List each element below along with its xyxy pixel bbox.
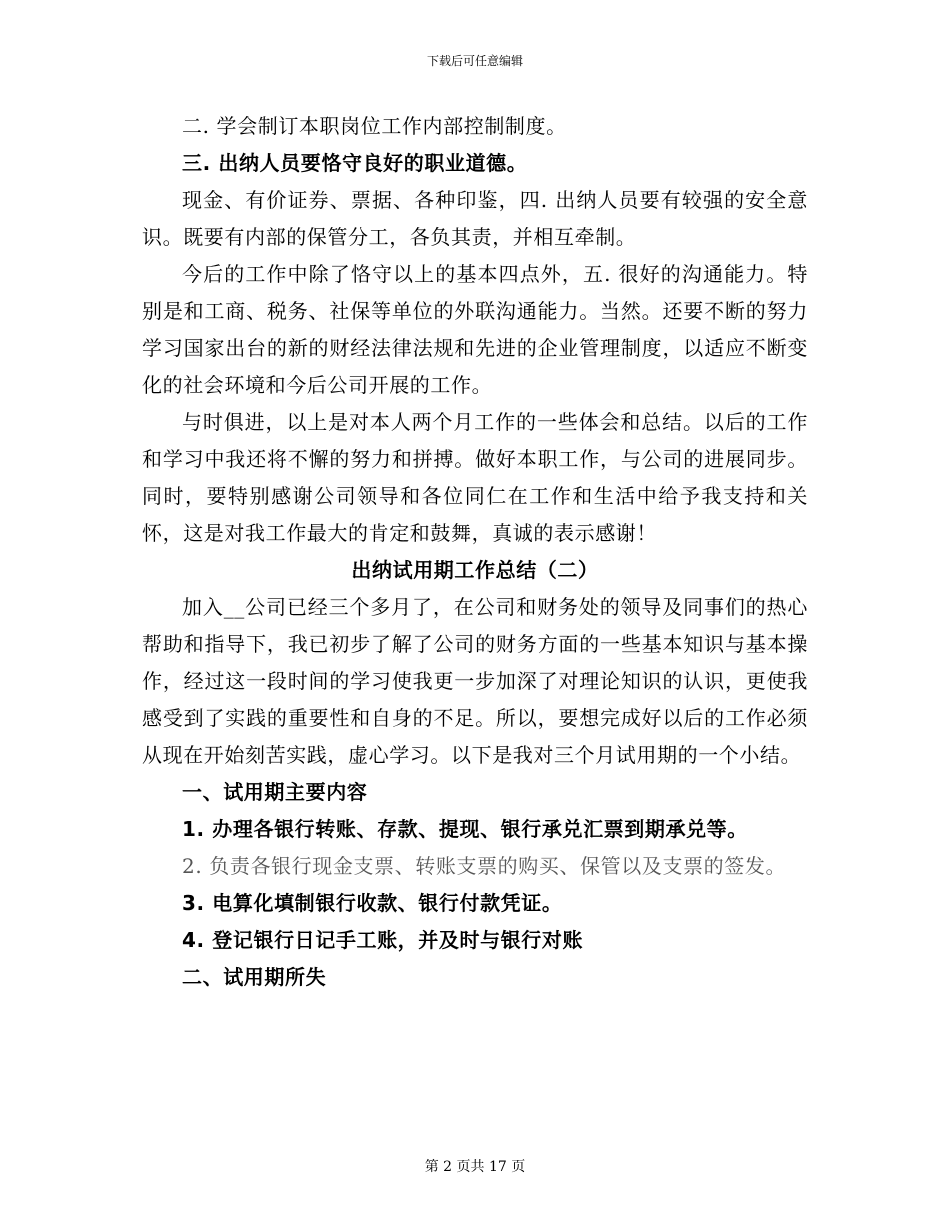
paragraph-communication: 今后的工作中除了恪守以上的基本四点外，五. 很好的沟通能力。特别是和工商、税务、社保等单位的外联沟通能力。当然。还要不断的努力学习国家出台的新的财经法律法规和先进的企业管理制度，以适应不断变化的社会环境和今后公司开展的工作。 [142, 262, 808, 397]
heading-main-content: 一、试用期主要内容 [182, 780, 368, 804]
heading-losses: 二、试用期所失 [182, 965, 327, 989]
page-header: 下载后可任意编辑 [426, 54, 523, 68]
list-item-1: 1. 办理各银行转账、存款、提现、银行承兑汇票到期承兑等。 [182, 817, 748, 841]
paragraph-introduction: 加入__公司已经三个多月了，在公司和财务处的领导及同事们的热心帮助和指导下，我已初步了解了公司的财务方面的一些基本知识与基本操作，经过这一段时间的学习使我更一步加深了对理论知识的认识，更使我感受到了实践的重要性和自身的不足。所以，要想完成好以后的工作必须从现在开始刻苦实践，虚心学习。以下是我对三个月试用期的一个小结。 [142, 595, 808, 767]
document-body [142, 108, 808, 996]
section-title: 出纳试用期工作总结（二） [351, 558, 599, 582]
page-footer: 第 2 页共 17 页 [424, 1159, 526, 1175]
paragraph-professional-ethics: 三. 出纳人员要恪守良好的职业道德。 [182, 151, 528, 175]
list-item-3: 3. 电算化填制银行收款、银行付款凭证。 [182, 891, 563, 915]
paragraph-safety-awareness: 现金、有价证券、票据、各种印鉴，四. 出纳人员要有较强的安全意识。既要有内部的保管分工，各负其责，并相互牵制。 [142, 188, 808, 249]
list-item-2: 2. 负责各银行现金支票、转账支票的购买、保管以及支票的签发。 [182, 854, 787, 878]
paragraph-internal-control: 二. 学会制订本职岗位工作内部控制制度。 [182, 114, 567, 138]
list-item-4: 4. 登记银行日记手工账，并及时与银行对账 [182, 928, 584, 952]
paragraph-summary-thanks: 与时俱进，以上是对本人两个月工作的一些体会和总结。以后的工作和学习中我还将不懈的努力和拼搏。做好本职工作，与公司的进展同步。同时，要特别感谢公司领导和各位同仁在工作和生活中给予我支持和关怀，这是对我工作最大的肯定和鼓舞，真诚的表示感谢！ [142, 410, 808, 545]
